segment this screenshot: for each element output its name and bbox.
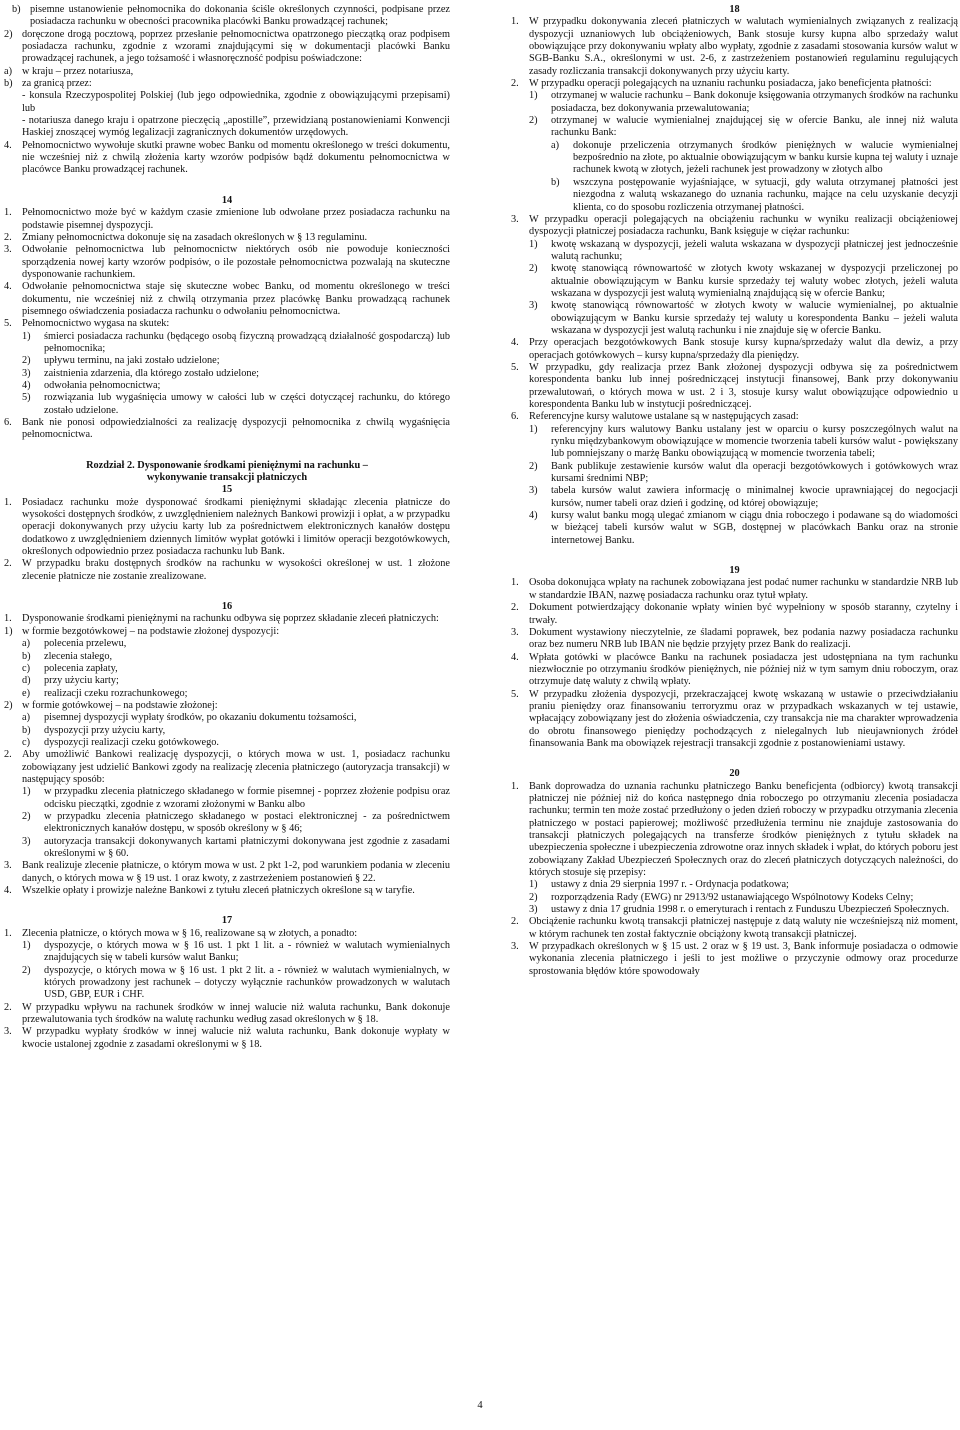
list-item: 1. Pełnomocnictwo może być w każdym czasie zmienione lub odwołane przez posiadacza rachunku na podstawie pisemnej dyspozycji. (4, 207, 450, 231)
sub-item: 2) upływu terminu, na jaki zostało udzielone; (22, 355, 220, 367)
section-title-15: 15 (221, 484, 233, 496)
list-item: 2. W przypadku braku dostępnych środków na rachunku w wysokości określonej w ust. 1 złożone zlecenie płatnicze nie zostanie zrealizowane. (4, 558, 450, 582)
sub-sub-item: b) wszczyna postępowanie wyjaśniające, w sytuacji, gdy waluta otrzymanej płatności jest niezgodna z walutą wskazanego do uznania rachunku, mające na celu uzyskanie decyzji klienta, co do sposobu rozliczenia otrzymanej płatności. (551, 176, 958, 213)
sub-item: 1) dyspozycje, o których mowa w § 16 ust. 1 pkt 1 lit. a - również w walutach wymienialnych znajdujących się w tabeli kursów walut Banku; (22, 940, 450, 964)
section-19 (511, 577, 958, 750)
sub-item: a) pisemnej dyspozycji wypłaty środków, po okazaniu dokumentu tożsamości, (22, 712, 357, 724)
list-item: 6. Referencyjne kursy walutowe ustalane są w następujących zasad: (511, 411, 799, 423)
section-title-16: 16 (221, 601, 233, 613)
list-item: 3. W przypadku wypłaty środków w innej walucie niż waluta rachunku, Bank dokonuje wypłaty w kwocie ustalonej zgodnie z zasadami określonymi w § 18. (4, 1026, 450, 1050)
list-item: 1) w formie bezgotówkowej – na podstawie złożonej dyspozycji: (4, 625, 280, 637)
list-item: 5. Pełnomocnictwo wygasa na skutek: (4, 318, 170, 330)
sub-item: 1) referencyjny kurs walutowy Banku ustalany jest w oparciu o kursy poszczególnych walut na rynku międzybankowym obowiązujące w momencie tworzenia tabeli kursów walut - powiększany lub pomniejszany o marżę Banku obowiązującą w momencie tworzenia tabeli; (529, 423, 958, 460)
list-item: 2. W przypadku wpływu na rachunek środków w innej walucie niż waluta rachunku, Bank dokonuje przewalutowania tych środków na walutę rachunku według zasad określonych w § 18. (4, 1001, 450, 1026)
list-item: 4. Odwołanie pełnomocnictwa staje się skuteczne wobec Banku, od momentu określonego w treści dokumentu, nie wcześniej niż z chwilą otrzymania przez placówkę Banku prowadzącą rachunek pisemnego oświadczenia posiadacza rachunku o odwołaniu pełnomocnictwa. (4, 281, 450, 317)
list-item: 2. W przypadku operacji polegających na uznaniu rachunku posiadacza, jako beneficjenta płatności: (511, 78, 932, 90)
sub-item: 5) rozwiązania lub wygaśnięcia umowy w całości lub w części dotyczącej rachunku, do którego zostało udzielone. (22, 392, 450, 416)
sub-item: 1) kwotę wskazaną w dyspozycji, jeżeli waluta wskazana w dyspozycji płatniczej jest jednocześnie walutą rachunku; (529, 238, 958, 262)
list-item: 2. Dokument potwierdzający dokonanie wpłaty winien być wypełniony w sposób staranny, czytelny i trwały. (511, 602, 958, 626)
right-column (511, 4, 958, 978)
sub-item: 4) odwołania pełnomocnictwa; (22, 379, 161, 391)
sub-item: b) dyspozycji przy użyciu karty, (22, 724, 166, 736)
list-item: 6. Bank nie ponosi odpowiedzialności za realizację dyspozycji pełnomocnika z chwilą wygaśnięcia pełnomocnictwa. (4, 417, 450, 441)
list-item: 1. Zlecenia płatnicze, o których mowa w § 16, realizowane są w złotych, a ponadto: (4, 927, 358, 939)
sub-item: 2) otrzymanej w walucie wymienialnej znajdującej się w ofercie Banku, ale innej niż waluta rachunku Bank: (529, 115, 958, 139)
section-15 (4, 497, 450, 583)
list-item: 4. Przy operacjach bezgotówkowych Bank stosuje kursy kupna/sprzedaży walut dla dewiz, a przy operacjach gotówkowych – kursy kupna/sprzedaży dla pieniędzy. (511, 337, 958, 361)
section-18 (511, 16, 958, 547)
page-number: 4 (477, 1400, 483, 1411)
sub-item: 2) rozporządzenia Rady (EWG) nr 2913/92 ustanawiającego Wspólnotowy Kodeks Celny; (529, 891, 914, 903)
list-item: 1. W przypadku dokonywania zleceń płatniczych w walutach wymienialnych związanych z realizacją dyspozycji uznaniowych lub obciążeniowych, Bank stosuje kursy kupna albo sprzedaży walut obowiązujące przy dokonywaniu wpłaty albo wypłaty, zgodnie z zasadami stosowania kursów walut w SGB-Banku S.A., określonymi w ust. 2-6, z zastrzeżeniem postanowień regulaminu regulujących zasady rozliczania transakcji dokonywanych przy użyciu karty. (511, 16, 958, 77)
list-item: b) pisemne ustanowienie pełnomocnika do dokonania ściśle określonych czynności, podpisane przez posiadacza rachunku w obecności pracownika placówki Banku prowadzącej rachunek; (12, 4, 450, 28)
list-item: b) za granicą przez: (4, 78, 92, 90)
sub-item: 1) ustawy z dnia 29 sierpnia 1997 r. - Ordynacja podatkowa; (529, 879, 789, 891)
list-item: 3. Bank realizuje zlecenie płatnicze, o którym mowa w ust. 2 pkt 1-2, pod warunkiem podania w zleceniu danych, o których mowa w § 19 ust. 1 oraz kwoty, z zastrzeżeniem postanowień § 22. (4, 860, 450, 884)
dash-item: - notariusza danego kraju i opatrzone pieczęcią „apostille”, przewidzianą postanowieniami Konwencji Haskiej znoszącej wymóg legalizacji zagranicznych dokumentów urzędowych. (22, 115, 450, 139)
list-item: 3. Odwołanie pełnomocnictwa lub pełnomocnictw niektórych osób nie powoduje konieczności sporządzenia nowej karty wzorów podpisów, o ile pozostałe pełnomocnictwa pozwalają na skuteczne dysponowanie rachunkiem. (4, 244, 450, 280)
sub-item: b) zlecenia stałego, (22, 650, 113, 662)
list-item: a) w kraju – przez notariusza, (4, 65, 134, 77)
chapter-title: Rozdział 2. Dysponowanie środkami pieniężnymi na rachunku – (86, 459, 368, 471)
sub-item: 1) otrzymanej w walucie rachunku – Bank dokonuje księgowania otrzymanych środków na rachunku posiadacza, bez dokonywania przewalutowania; (529, 90, 958, 114)
sub-item: 3) zaistnienia zdarzenia, dla którego zostało udzielone; (22, 367, 259, 379)
sub-item: 2) kwotę stanowiącą równowartość w złotych kwoty wskazanej w dyspozycji przeliczonej po aktualnie obowiązującym w Banku kursie sprzedaży tej waluty wobec złotych, jeżeli waluta wskazana w dyspozycji jest walutą wymienialną znajdującą się w ofercie Banku; (529, 263, 958, 299)
list-item: 4. Wpłata gotówki w placówce Banku na rachunek posiadacza jest udostępniana na tym rachunku niezwłocznie po otrzymaniu środków pieniężnych, nie później niż w tym samym dniu roboczym, oraz otrzymuje datę waluty z chwilą wpłaty. (511, 651, 958, 688)
list-item: 3. W przypadku operacji polegających na obciążeniu rachunku w wyniku realizacji obciążeniowej dyspozycji płatniczej posiadacza rachunku, Bank księguje w ciężar rachunku: (511, 213, 958, 238)
list-item: 1. Posiadacz rachunku może dysponować środkami pieniężnymi składając zlecenia płatnicze do wysokości dostępnych środków, z uwzględnieniem należnych Bankowi prowizji i opłat, a w przypadku operacji dokonywanych przy użyciu karty lub za pośrednictwem elektronicznych kanałów dostępu dodatkowo z uwzględnieniem dziennych limitów wypłat gotówki i limitów operacji bezgotówkowych, określonych odpowiednio przez posiadacza rachunku lub Bank. (4, 496, 450, 558)
sub-item: 3) tabela kursów walut zawiera informację o minimalnej kwocie uprawniającej do negocjacji kursów, numer tabeli oraz dzień i godzinę, od której obowiązuje; (529, 485, 958, 509)
dash-item: - konsula Rzeczypospolitej Polskiej (lub jego odpowiednika, zgodnie z obowiązującymi przepisami) lub (22, 90, 450, 114)
list-item: 2) w formie gotówkowej – na podstawie złożonej: (4, 699, 218, 711)
list-item: 2. Zmiany pełnomocnictwa dokonuje się na zasadach określonych w § 13 regulaminu. (4, 231, 368, 243)
list-item: 1. Bank doprowadza do uznania rachunku płatniczego Banku beneficjenta (odbiorcy) kwotą transakcji płatniczej nie później niż do końca następnego dnia roboczego po otrzymaniu zlecenia posiadacza rachunku; termin ten może zostać przedłużony o jeden dzień roboczy w przypadku otrzymania zlecenia płatniczego w postaci papierowej; możliwość przedłużenia terminu nie znajduje zastosowania do transakcji płatniczych polegających na transferze środków pieniężnych z tytułu składek na ubezpieczenia społeczne i ubezpieczenia zdrowotne oraz innych składek i wpłat, do których poboru jest zobowiązany Zakład Ubezpieczeń Społecznych oraz do zleceń płatniczych dotyczących należności, do których stosuje się przepisy: (511, 780, 958, 879)
list-item: 4. Wszelkie opłaty i prowizje należne Bankowi z tytułu zleceń płatniczych określone są w taryfie. (4, 885, 415, 897)
sub-item: 4) kursy walut banku mogą ulegać zmianom w ciągu dnia roboczego i podawane są do wiadomości w bieżącej tabeli kursów walut w SGB, dostępnej w placówkach Banku oraz na stronie internetowej Banku. (529, 510, 958, 546)
sub-item: 2) w przypadku zlecenia płatniczego składanego w postaci elektronicznej - za pośrednictwem elektronicznych kanałów dostępu, w sposób określony w § 46; (22, 810, 450, 835)
sub-item: 1) śmierci posiadacza rachunku (będącego osobą fizyczną prowadzącą działalność gospodarczą) lub pełnomocnika; (22, 330, 450, 354)
section-16 (4, 613, 450, 897)
sub-item: 3) kwotę stanowiącą równowartość w złotych kwoty w walucie wymienialnej, po aktualnie obowiązującym w Banku kursie sprzedaży tej waluty u korespondenta Banku – jeżeli waluta wskazana w dyspozycji jest walutą rachunku i nie znajduje się w ofercie Banku. (529, 300, 958, 336)
list-item: 1. Dysponowanie środkami pieniężnymi na rachunku odbywa się poprzez składanie zleceń płatniczych: (4, 613, 439, 625)
sub-item: 3) autoryzacja transakcji dokonywanych kartami płatniczymi dokonywana jest zgodnie z zasadami określonymi w § 60. (22, 835, 450, 859)
sub-item: c) dyspozycji realizacji czeku gotówkowego. (22, 736, 219, 748)
sub-item: 2) dyspozycje, o których mowa w § 16 ust. 1 pkt 2 lit. a - również w walutach wymienialnych, w których prowadzony jest rachunek – dotyczy wyłącznie rachunków prowadzonych w walutach USD, GBP, EUR i CHF. (22, 964, 450, 1001)
sub-item: d) przy użyciu karty; (22, 675, 119, 687)
list-item: 5. W przypadku, gdy realizacja przez Bank złożonej dyspozycji odbywa się za pośrednictwem korespondenta banku lub innej pośredniczącej instytucji finansowej, Bank przy dokonywaniu przewalutowań, o których mowa w ust. 2 i 3, stosuje kursy walut obowiązujące odpowiednio u korespondenta Banku lub w instytucji pośredniczącej. (511, 361, 958, 410)
list-item: 1. Osoba dokonująca wpłaty na rachunek zobowiązana jest podać numer rachunku w standardzie NRB lub w standardzie IBAN, nazwę posiadacza rachunku oraz tytuł wpłaty. (511, 577, 958, 601)
section-14 (4, 207, 450, 442)
list-item: 5. W przypadku złożenia dyspozycji, przekraczającej kwotę wskazaną w ustawie o przeciwdziałaniu praniu pieniędzy oraz finansowaniu terroryzmu oraz w przypadkach wskazanych w tej ustawie, wpłacający zobowiązany jest do złożenia oświadczenia, czy transakcja nie ma charakter wprowadzenia do obrotu finansowego pieniędzy pochodzących z nielegalnych lub nieujawnionych źródeł finansowania Bank ma obowiązek rejestracji transakcji zgodnie z postanowieniami ustawy. (511, 688, 958, 749)
section-title-14: 14 (221, 194, 233, 206)
list-item: 3. Dokument wystawiony nieczytelnie, ze śladami poprawek, bez podania nazwy posiadacza rachunku oraz bez numeru NRB lub IBAN nie będzie przyjęty przez Bank do realizacji. (511, 626, 958, 651)
sub-sub-item: a) dokonuje przeliczenia otrzymanych środków pieniężnych w walucie wymienialnej bezpośrednio na złote, po aktualnie obowiązującym w banku kursie kupna tej waluty i uznaje rachunek kwotą w złotych, jeżeli rachunek jest prowadzony w złotych albo (551, 139, 958, 176)
list-item: 2. Aby umożliwić Bankowi realizację dyspozycji, o których mowa w ust. 1, posiadacz rachunku zobowiązany jest udzielić Bankowi zgody na realizację zlecenia płatniczego (autoryzacja transakcji) w następujący sposób: (4, 749, 450, 785)
sub-item: 1) w przypadku zlecenia płatniczego składanego w formie pisemnej - poprzez złożenie podpisu oraz odcisku pieczątki, zgodnie z wzorami złożonymi w Banku albo (22, 786, 450, 810)
list-item: 4. Pełnomocnictwo wywołuje skutki prawne wobec Banku od momentu określonego w treści dokumentu, nie wcześniej niż z chwilą złożenia karty wzorów podpisów bądź dokumentu pełnomocnictwa w placówce Banku prowadzącej rachunek. (4, 139, 450, 176)
list-item: 2. Obciążenie rachunku kwotą transakcji płatniczej następuje z datą waluty nie wcześniejszą niż moment, w którym rachunek ten został faktycznie obciążony kwotą transakcji płatniczej. (511, 916, 958, 940)
sub-item: c) polecenia zapłaty, (22, 662, 118, 674)
section-20 (511, 781, 958, 979)
section-title-17: 17 (221, 915, 233, 927)
section-title-18: 18 (729, 4, 740, 15)
list-item: 3. W przypadkach określonych w § 15 ust. 2 oraz w § 19 ust. 3, Bank informuje posiadacza o odmowie wykonania zlecenia płatniczego i jeśli to jest możliwe o przyczynie odmowy oraz procedurze sprostowania błędów które spowodowały (511, 941, 958, 977)
sub-item: 3) ustawy z dnia 17 grudnia 1998 r. o emeryturach i rentach z Funduszu Ubezpieczeń Społecznych. (529, 904, 950, 916)
list-item: 2) doręczone drogą pocztową, poprzez przesłanie pełnomocnictwa opatrzonego pieczątką oraz podpisem posiadacza rachunku, zgodnie z wzorami znajdującymi się w dokumentacji placówki Banku prowadzącej rachunek, a jego tożsamość i własnoręczność podpisu poświadczone: (4, 28, 450, 65)
sub-item: a) polecenia przelewu, (22, 638, 127, 650)
section-title-19: 19 (729, 565, 740, 577)
sub-item: 2) Bank publikuje zestawienie kursów walut dla operacji bezgotówkowych i gotówkowych wraz kursami średnimi NBP; (529, 460, 958, 485)
left-column (4, 4, 450, 1051)
chapter-subtitle: wykonywanie transakcji płatniczych (146, 472, 308, 484)
sub-item: e) realizacji czeku rozrachunkowego; (22, 687, 188, 699)
section-17 (4, 928, 450, 1051)
section-title-20: 20 (729, 768, 740, 780)
